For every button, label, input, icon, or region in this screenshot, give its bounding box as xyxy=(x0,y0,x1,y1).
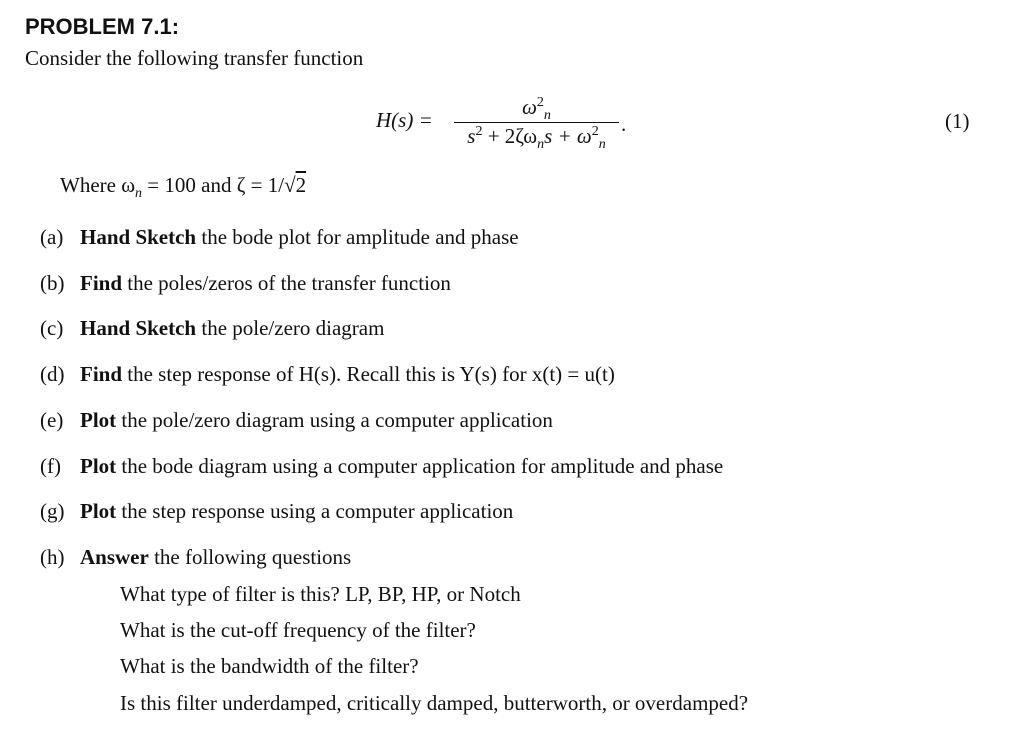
list-item-h: (h) Answer the following questions xyxy=(40,545,352,569)
where-clause: Where $\omega_n = 100$ and ζ = 1/√2 xyxy=(60,173,307,202)
question-damping: Is this filter underdamped, critically damped, butterworth, or overdamped? xyxy=(120,691,749,715)
equation-lhs: H(s) = xyxy=(376,108,433,132)
equation-number: (1) xyxy=(945,109,970,133)
list-item-c: (c) Hand Sketch the pole/zero diagram xyxy=(40,316,385,340)
question-cutoff-frequency: What is the cut-off frequency of the filter? xyxy=(120,618,476,642)
list-item-f: (f) Plot the bode diagram using a computer application for amplitude and phase xyxy=(40,454,724,478)
intro-text: Consider the following transfer function xyxy=(25,46,364,70)
list-item-a: (a) Hand Sketch the bode plot for amplitude and phase xyxy=(40,225,519,249)
list-item-d: (d) Find the step response of H(s). Recall this is Y(s) for x(t) = u(t) xyxy=(40,362,615,386)
list-item-e: (e) Plot the pole/zero diagram using a computer application xyxy=(40,408,553,432)
equation-numerator: $\omega^2_n$ xyxy=(522,95,551,124)
equation-denominator: $s^2 + 2\zeta\omega_ns + \omega^2_n$ xyxy=(467,124,606,153)
question-bandwidth: What is the bandwidth of the filter? xyxy=(120,654,419,678)
list-item-g: (g) Plot the step response using a computer application xyxy=(40,499,514,523)
list-item-b: (b) Find the poles/zeros of the transfer function xyxy=(40,271,451,295)
equation-fraction xyxy=(454,92,619,153)
problem-heading: PROBLEM 7.1: xyxy=(25,14,180,39)
question-filter-type: What type of filter is this? LP, BP, HP, or Notch xyxy=(120,582,521,606)
equation-period: . xyxy=(621,112,627,136)
